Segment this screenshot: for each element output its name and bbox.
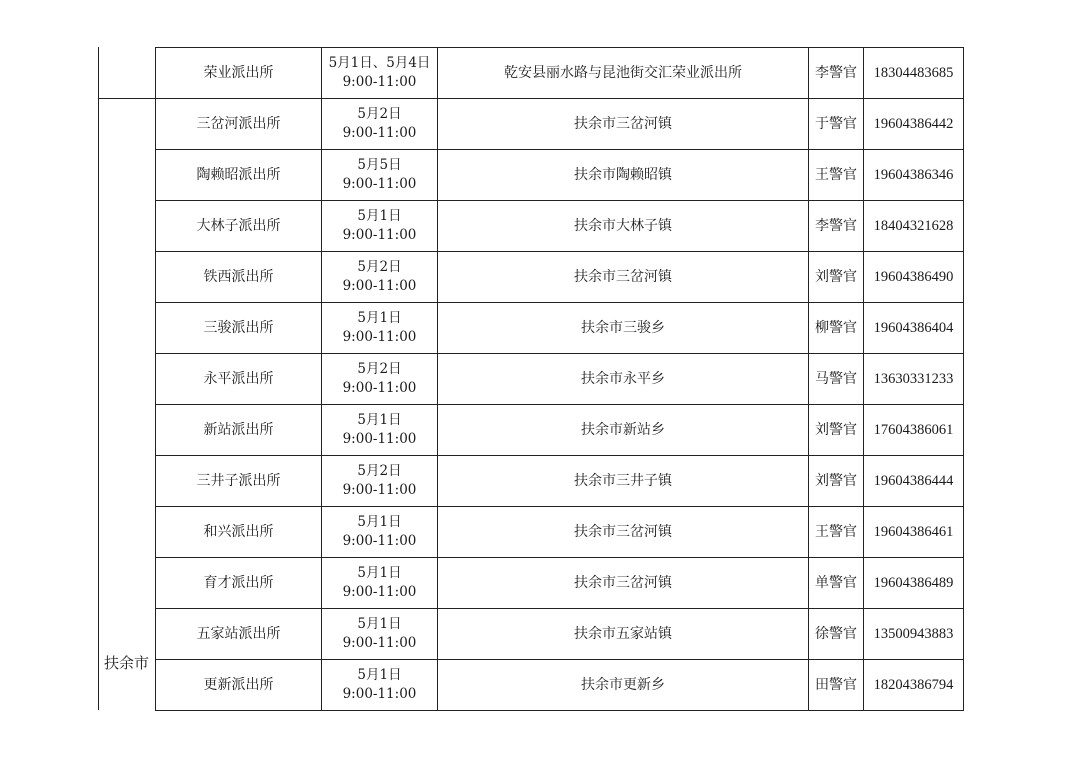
officer-name: 刘警官 xyxy=(815,472,857,489)
station-name: 和兴派出所 xyxy=(203,523,274,540)
service-hours: 9:00-11:00 xyxy=(342,176,417,192)
station-name: 永平派出所 xyxy=(203,370,274,387)
service-date: 5月2日 xyxy=(357,106,402,122)
address: 扶余市三骏乡 xyxy=(581,319,665,336)
service-time xyxy=(322,99,437,149)
phone-number: 18204386794 xyxy=(873,676,954,693)
phone-number: 19604386490 xyxy=(873,268,954,285)
service-date: 5月2日 xyxy=(357,463,402,479)
service-hours: 9:00-11:00 xyxy=(342,584,417,600)
service-time xyxy=(322,558,437,608)
address: 扶余市三岔河镇 xyxy=(574,115,672,132)
service-hours: 9:00-11:00 xyxy=(342,686,417,702)
service-time xyxy=(322,303,437,353)
service-date: 5月1日、5月4日 xyxy=(328,55,431,71)
service-date: 5月1日 xyxy=(357,565,402,581)
address: 扶余市三岔河镇 xyxy=(574,523,672,540)
row-divider xyxy=(155,710,964,711)
service-time xyxy=(322,405,437,455)
phone-number: 18304483685 xyxy=(873,64,954,81)
column-divider xyxy=(963,47,964,711)
officer-name: 王警官 xyxy=(815,166,857,183)
service-date: 5月1日 xyxy=(357,616,402,632)
address: 扶余市陶赖昭镇 xyxy=(574,166,672,183)
service-date: 5月5日 xyxy=(357,157,402,173)
service-hours: 9:00-11:00 xyxy=(342,278,417,294)
station-name: 荣业派出所 xyxy=(203,64,274,81)
region-label: 扶余市 xyxy=(103,653,149,672)
service-hours: 9:00-11:00 xyxy=(342,482,417,498)
service-date: 5月2日 xyxy=(357,259,402,275)
address: 扶余市新站乡 xyxy=(581,421,665,438)
phone-number: 18404321628 xyxy=(873,217,954,234)
station-name: 更新派出所 xyxy=(203,676,274,693)
station-name: 育才派出所 xyxy=(203,574,274,591)
station-name: 五家站派出所 xyxy=(196,625,281,642)
address: 扶余市大林子镇 xyxy=(574,217,672,234)
officer-name: 李警官 xyxy=(815,64,857,81)
service-hours: 9:00-11:00 xyxy=(342,329,417,345)
service-hours: 9:00-11:00 xyxy=(342,227,417,243)
service-time xyxy=(322,48,437,98)
station-name: 三岔河派出所 xyxy=(196,115,281,132)
phone-number: 13630331233 xyxy=(873,370,954,387)
phone-number: 19604386489 xyxy=(873,574,954,591)
service-time xyxy=(322,507,437,557)
service-date: 5月1日 xyxy=(357,514,402,530)
service-time xyxy=(322,660,437,710)
officer-name: 刘警官 xyxy=(815,421,857,438)
address: 乾安县丽水路与昆池街交汇荣业派出所 xyxy=(504,64,742,81)
officer-name: 李警官 xyxy=(815,217,857,234)
service-time xyxy=(322,354,437,404)
officer-name: 王警官 xyxy=(815,523,857,540)
address: 扶余市五家站镇 xyxy=(574,625,672,642)
address: 扶余市更新乡 xyxy=(581,676,665,693)
officer-name: 柳警官 xyxy=(815,319,857,336)
service-date: 5月1日 xyxy=(357,667,402,683)
table-border-left xyxy=(98,47,99,710)
service-hours: 9:00-11:00 xyxy=(342,533,417,549)
phone-number: 19604386346 xyxy=(873,166,954,183)
phone-number: 13500943883 xyxy=(873,625,954,642)
service-hours: 9:00-11:00 xyxy=(342,431,417,447)
officer-name: 徐警官 xyxy=(815,625,857,642)
phone-number: 19604386442 xyxy=(873,115,954,132)
station-name: 三井子派出所 xyxy=(196,472,281,489)
service-date: 5月1日 xyxy=(357,208,402,224)
station-name: 陶赖昭派出所 xyxy=(196,166,281,183)
station-name: 铁西派出所 xyxy=(203,268,274,285)
service-time xyxy=(322,150,437,200)
address: 扶余市永平乡 xyxy=(581,370,665,387)
station-name: 三骏派出所 xyxy=(203,319,274,336)
officer-name: 田警官 xyxy=(815,676,857,693)
address: 扶余市三岔河镇 xyxy=(574,268,672,285)
phone-number: 17604386061 xyxy=(873,421,954,438)
service-hours: 9:00-11:00 xyxy=(342,380,417,396)
officer-name: 刘警官 xyxy=(815,268,857,285)
officer-name: 单警官 xyxy=(815,574,857,591)
service-time xyxy=(322,456,437,506)
officer-name: 于警官 xyxy=(815,115,857,132)
service-date: 5月1日 xyxy=(357,412,402,428)
station-name: 新站派出所 xyxy=(203,421,274,438)
phone-number: 19604386444 xyxy=(873,472,954,489)
service-date: 5月2日 xyxy=(357,361,402,377)
address: 扶余市三井子镇 xyxy=(574,472,672,489)
station-name: 大林子派出所 xyxy=(196,217,281,234)
service-time xyxy=(322,252,437,302)
service-hours: 9:00-11:00 xyxy=(342,125,417,141)
service-hours: 9:00-11:00 xyxy=(342,635,417,651)
service-time xyxy=(322,609,437,659)
service-time xyxy=(322,201,437,251)
service-hours: 9:00-11:00 xyxy=(342,74,417,90)
phone-number: 19604386404 xyxy=(873,319,954,336)
phone-number: 19604386461 xyxy=(873,523,954,540)
address: 扶余市三岔河镇 xyxy=(574,574,672,591)
service-date: 5月1日 xyxy=(357,310,402,326)
officer-name: 马警官 xyxy=(815,370,857,387)
